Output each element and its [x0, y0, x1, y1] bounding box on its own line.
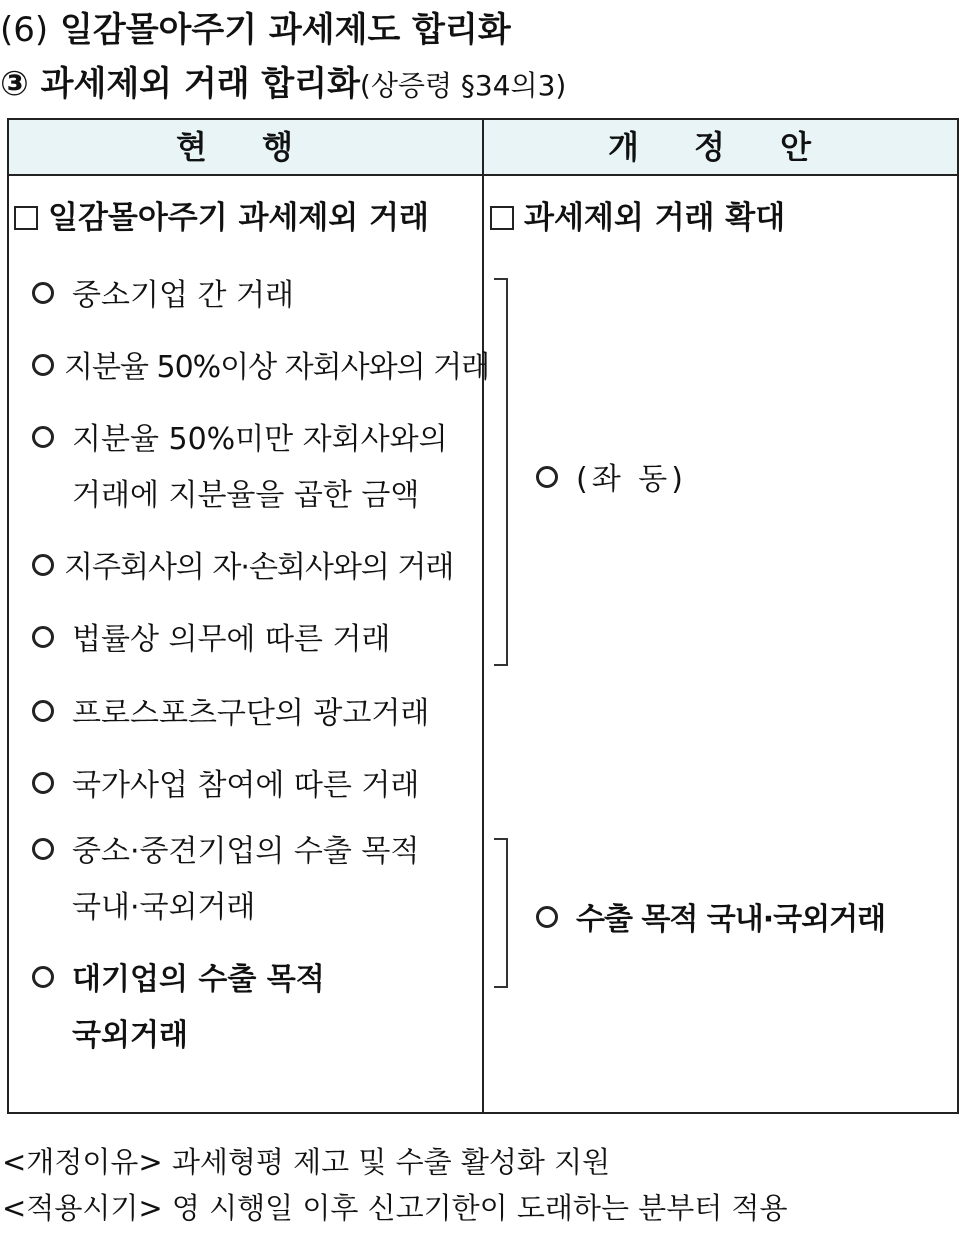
section-number: (6)	[0, 10, 49, 50]
list-item-text: 지분율 50%미만 자회사와의	[72, 422, 448, 457]
header-revised: 개 정 안	[607, 128, 834, 166]
list-item	[32, 826, 419, 870]
subsection-title	[0, 56, 566, 105]
subsection-marker: ③	[0, 64, 29, 104]
list-item	[32, 270, 294, 314]
circle-bullet-icon	[32, 700, 54, 722]
list-item-continuation: 거래에 지분율을 곱한 금액	[72, 478, 420, 513]
column-divider	[482, 118, 484, 1114]
revision-reason: <개정이유> 과세형평 제고 및 수출 활성화 지원	[2, 1145, 611, 1179]
circle-bullet-icon	[32, 626, 54, 648]
list-item	[32, 542, 453, 586]
list-item-text: 중소·중견기업의 수출 목적	[72, 834, 420, 869]
list-item-continuation: 국외거래	[72, 1018, 188, 1053]
circle-bullet-icon	[32, 354, 54, 376]
revised-section-label: 과세제외 거래 확대	[524, 200, 786, 236]
list-item	[32, 414, 448, 458]
checkbox-square-icon	[490, 206, 514, 230]
circle-bullet-icon	[536, 906, 558, 928]
circle-bullet-icon	[32, 838, 54, 860]
circle-bullet-icon	[536, 466, 558, 488]
circle-bullet-icon	[32, 282, 54, 304]
section-title	[0, 2, 511, 51]
revised-section-heading	[490, 192, 785, 237]
effective-date: <적용시기> 영 시행일 이후 신고기한이 도래하는 분부터 적용	[2, 1191, 788, 1225]
list-item-text: 지주회사의 자·손회사와의 거래	[64, 550, 454, 585]
list-item-text: 대기업의 수출 목적	[72, 962, 325, 997]
list-item-text: 중소기업 간 거래	[72, 278, 294, 313]
list-item-text: 프로스포츠구단의 광고거래	[72, 696, 430, 731]
section-title-text: 일감몰아주기 과세제도 합리화	[60, 10, 511, 50]
bracket-lower	[494, 838, 508, 988]
header-divider	[7, 174, 959, 176]
circle-bullet-icon	[32, 554, 54, 576]
list-item	[32, 954, 325, 998]
header-current: 현 행	[176, 128, 315, 166]
checkbox-square-icon	[14, 206, 38, 230]
list-item-text: 지분율 50%이상 자회사와의 거래	[64, 350, 490, 385]
current-section-label: 일감몰아주기 과세제외 거래	[48, 200, 429, 236]
list-item	[32, 760, 419, 804]
list-item	[32, 688, 429, 732]
list-item-continuation: 국내·국외거래	[72, 890, 256, 925]
current-section-heading	[14, 192, 429, 237]
list-item-text: (좌 동)	[576, 462, 687, 497]
list-item	[32, 614, 390, 658]
circle-bullet-icon	[32, 772, 54, 794]
list-item	[536, 454, 687, 498]
list-item-text: 법률상 의무에 따른 거래	[72, 622, 391, 657]
subsection-title-text: 과세제외 거래 합리화	[40, 64, 360, 104]
circle-bullet-icon	[32, 966, 54, 988]
legal-reference: (상증령 §34의3)	[359, 69, 567, 102]
list-item	[536, 894, 885, 938]
list-item-text: 수출 목적 국내·국외거래	[576, 902, 886, 937]
list-item	[32, 342, 489, 386]
list-item-text: 국가사업 참여에 따른 거래	[72, 768, 420, 803]
circle-bullet-icon	[32, 426, 54, 448]
bracket-upper	[494, 278, 508, 666]
